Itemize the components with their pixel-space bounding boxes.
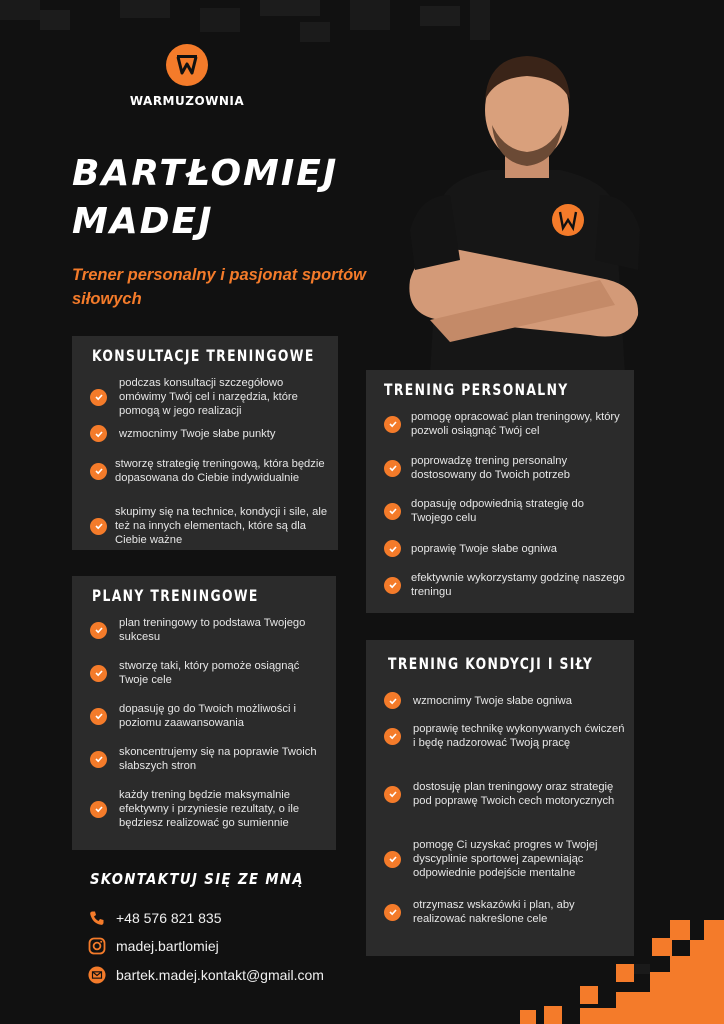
email-icon (88, 966, 106, 984)
brand-logo (125, 44, 249, 108)
list-item-text: skoncentrujemy się na poprawie Twoich słabszych stron (119, 746, 317, 772)
check-circle-icon (384, 692, 401, 709)
contact-email[interactable] (88, 966, 324, 984)
check-circle-icon (384, 786, 401, 803)
brand-name: WARMUZOWNIA (129, 94, 245, 108)
trainer-last-name: MADEJ (72, 201, 214, 242)
list-item (384, 838, 626, 880)
list-item (90, 425, 330, 442)
check-circle-icon (90, 751, 107, 768)
list-item-text: poprawię technikę wykonywanych ćwiczeń i będę nadzorować Twoją pracę (413, 723, 625, 749)
card-konsultacje (72, 336, 338, 550)
list-item-text: każdy trening będzie maksymalnie efektywny i przyniesie rezultaty, o ile będziesz realizować go sumiennie (119, 789, 300, 829)
list-item (384, 540, 626, 557)
list-item-text: plan treningowy to podstawa Twojego sukcesu (119, 617, 306, 643)
card-kondycja-title: TRENING KONDYCJI I SIŁY (388, 654, 594, 673)
check-circle-icon (90, 708, 107, 725)
check-circle-icon (384, 540, 401, 557)
list-item-text: wzmocnimy Twoje słabe punkty (119, 427, 276, 440)
contact-phone[interactable] (88, 909, 222, 927)
card-konsultacje-title: KONSULTACJE TRENINGOWE (92, 346, 315, 365)
contact-email-text: bartek.madej.kontakt@gmail.com (116, 967, 324, 983)
list-item-text: pomogę Ci uzyskać progres w Twojej dyscyplinie sportowej zapewniając odpowiednie podejście mentalne (413, 839, 598, 879)
list-item-text: skupimy się na technice, kondycji i sile, ale też na innych elementach, które są dla Ciebie ważne (115, 506, 328, 546)
bottom-pixel-pattern (520, 920, 724, 1024)
list-item-text: otrzymasz wskazówki i plan, aby realizować nakreślone cele (413, 899, 575, 925)
card-personalny-title: TRENING PERSONALNY (384, 380, 569, 399)
list-item-text: dostosuję plan treningowy oraz strategię pod poprawę Twoich cech motorycznych (413, 781, 615, 807)
list-item-text: poprawię Twoje słabe ogniwa (411, 542, 557, 555)
check-circle-icon (384, 460, 401, 477)
logo-w-icon (166, 44, 208, 86)
list-item-text: dopasuję odpowiednią strategię do Twojego celu (411, 498, 584, 524)
check-circle-icon (384, 503, 401, 520)
contact-instagram[interactable] (88, 937, 219, 955)
list-item-text: wzmocnimy Twoje słabe ogniwa (413, 694, 572, 707)
trainer-name (72, 150, 338, 246)
trainer-first-name: BARTŁOMIEJ (72, 153, 339, 194)
list-item-text: pomogę opracować plan treningowy, który pozwoli osiągnąć Twój cel (411, 411, 620, 437)
list-item (90, 505, 330, 547)
check-circle-icon (384, 904, 401, 921)
list-item-text: poprowadzę trening personalny dostosowany do Twoich potrzeb (411, 455, 571, 481)
list-item (384, 780, 626, 808)
instagram-icon (88, 937, 106, 955)
contact-phone-text: +48 576 821 835 (116, 910, 222, 926)
list-item (90, 616, 326, 644)
list-item (384, 722, 626, 750)
check-circle-icon (384, 851, 401, 868)
list-item (384, 454, 626, 482)
list-item-text: stworzę taki, który pomoże osiągnąć Twoje cele (119, 660, 300, 686)
phone-icon (88, 909, 106, 927)
list-item (384, 692, 626, 709)
card-kondycja (366, 640, 634, 956)
check-circle-icon (90, 518, 107, 535)
check-circle-icon (90, 389, 107, 406)
list-item-text: podczas konsultacji szczegółowo omówimy Twój cel i narzędzia, które pomogą w jego realizacji (119, 377, 298, 417)
list-item (90, 702, 326, 730)
list-item (90, 745, 326, 773)
check-circle-icon (384, 728, 401, 745)
contact-instagram-text: madej.bartlomiej (116, 938, 219, 954)
trainer-photo (400, 30, 650, 375)
check-circle-icon (90, 665, 107, 682)
check-circle-icon (90, 425, 107, 442)
list-item (384, 571, 626, 599)
list-item-text: efektywnie wykorzystamy godzinę naszego treningu (411, 572, 625, 598)
check-circle-icon (384, 577, 401, 594)
list-item (384, 497, 626, 525)
check-circle-icon (90, 801, 107, 818)
card-plany (72, 576, 336, 850)
list-item (90, 659, 326, 687)
list-item (90, 376, 330, 418)
contact-title: SKONTAKTUJ SIĘ ZE MNĄ (90, 870, 305, 888)
check-circle-icon (384, 416, 401, 433)
list-item-text: dopasuję go do Twoich możliwości i poziomu zaawansowania (119, 703, 297, 729)
check-circle-icon (90, 622, 107, 639)
list-item (90, 788, 326, 830)
trainer-subtitle: Trener personalny i pasjonat sportów siłowych (72, 266, 367, 308)
card-plany-title: PLANY TRENINGOWE (92, 586, 259, 605)
card-personalny (366, 370, 634, 613)
list-item (90, 457, 330, 485)
list-item-text: stworzę strategię treningową, która będzie dopasowana do Ciebie indywidualnie (115, 458, 325, 484)
check-circle-icon (90, 463, 107, 480)
list-item (384, 410, 626, 438)
